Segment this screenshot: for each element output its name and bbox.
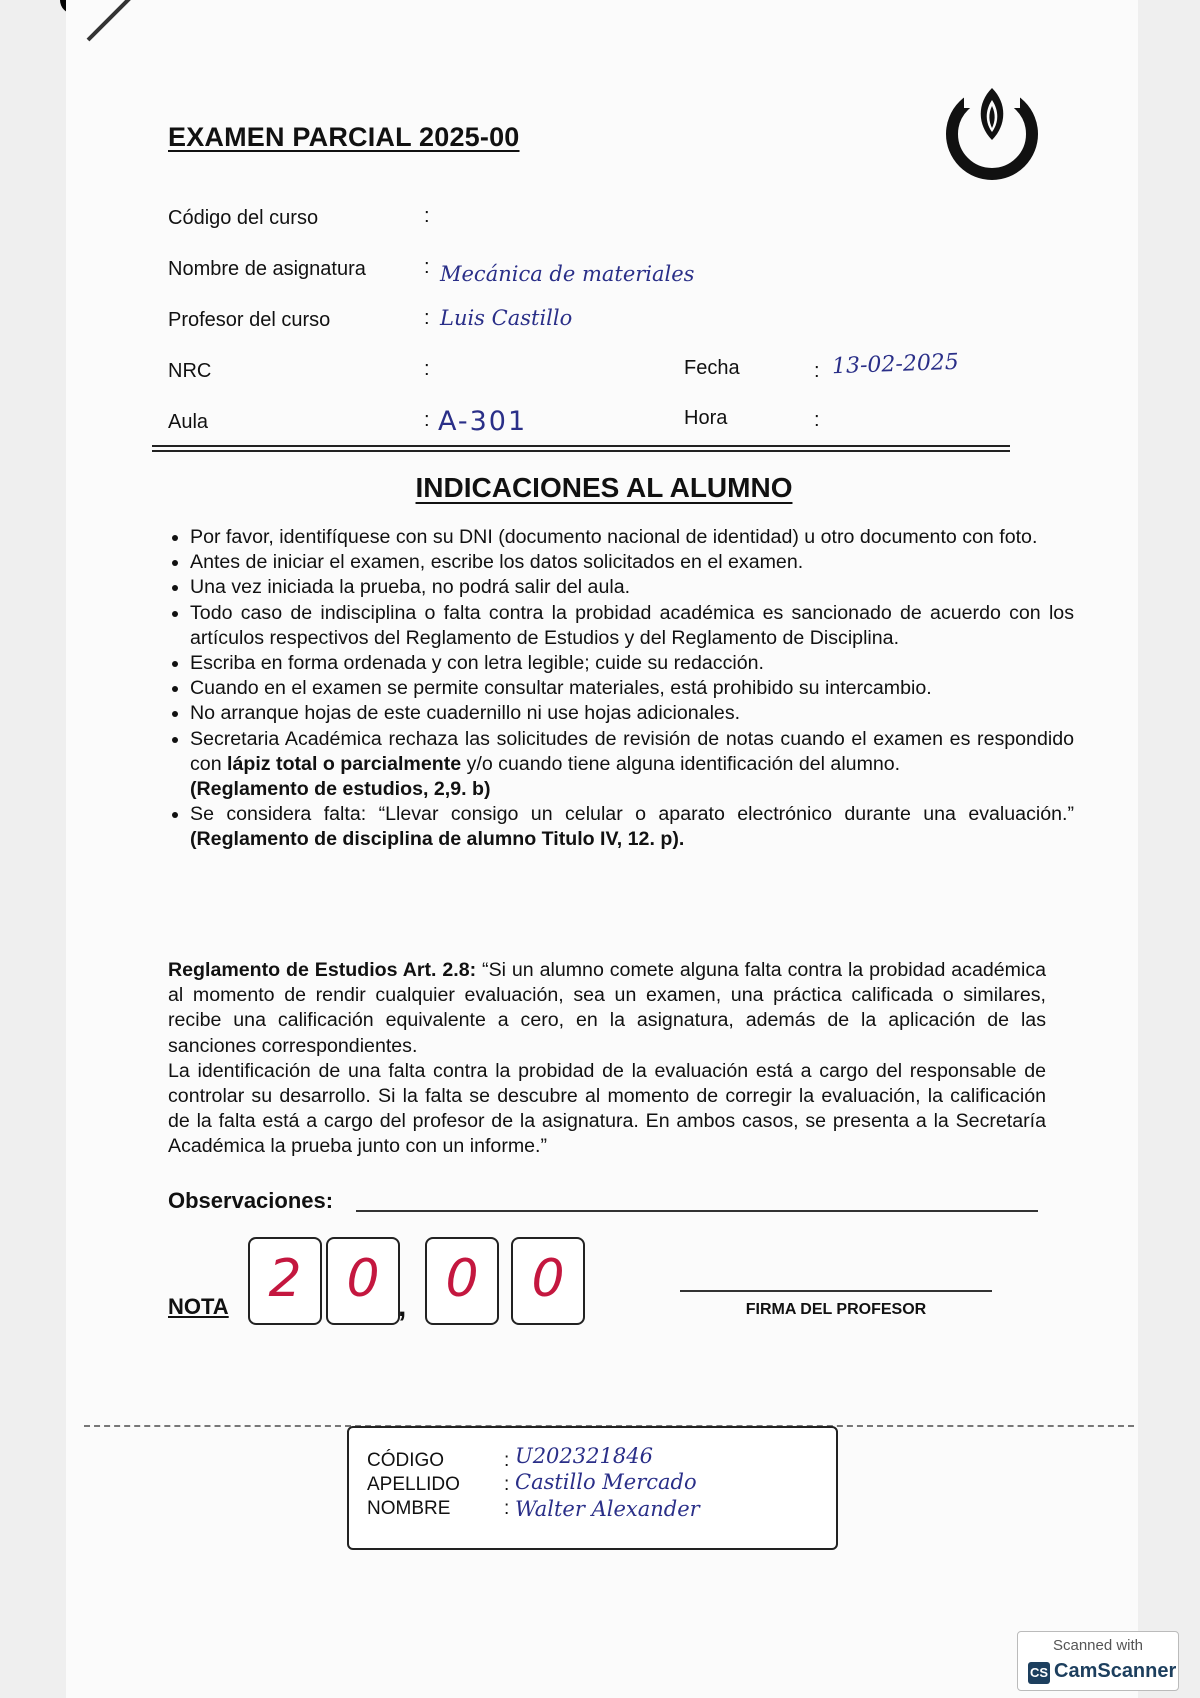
list-item: • Por favor, identifíquese con su DNI (documento nacional de identidad) u otro documento con foto.	[190, 525, 1074, 550]
classroom-value: A-301	[438, 406, 528, 437]
course-code-colon: :	[424, 205, 430, 227]
list-item: • Escriba en forma ordenada y con letra legible; cuide su redacción.	[190, 651, 1074, 676]
grade-box	[511, 1237, 585, 1325]
regulation-label: Reglamento de Estudios Art. 2.8:	[168, 959, 477, 981]
regulation-paragraph	[168, 958, 1046, 1160]
university-logo	[942, 80, 1042, 180]
student-info-box	[347, 1426, 838, 1550]
camscanner-watermark	[1017, 1631, 1179, 1691]
student-code-value: U202321846	[515, 1444, 653, 1468]
nrc-colon: :	[424, 358, 430, 380]
header-divider	[152, 445, 1010, 452]
student-name-value: Walter Alexander	[515, 1497, 700, 1521]
course-code-label: Código del curso	[168, 207, 319, 229]
list-item	[190, 727, 1074, 803]
item-bold-text: lápiz total o parcialmente	[227, 752, 462, 775]
student-name-label: NOMBRE	[367, 1498, 451, 1519]
regulation-text-1	[168, 958, 1046, 1059]
grade-box	[248, 1237, 322, 1325]
student-code-label: CÓDIGO	[367, 1450, 445, 1471]
grade-label: NOTA	[168, 1294, 229, 1319]
grade-box	[425, 1237, 499, 1325]
list-item: • Antes de iniciar el examen, escribe los datos solicitados en el examen.	[190, 550, 1074, 575]
watermark-line-1: Scanned with	[1052, 1637, 1144, 1654]
grade-comma: ,	[398, 1290, 407, 1323]
date-label: Fecha	[684, 357, 740, 379]
professor-label: Profesor del curso	[168, 309, 331, 331]
item-text: Secretaria Académica rechaza las solicitudes de revisión de notas cuando el examen es respondido con	[190, 727, 1074, 775]
camscanner-logo-icon: CS	[1028, 1662, 1050, 1684]
student-code-colon: :	[504, 1450, 510, 1471]
classroom-colon: :	[424, 409, 430, 431]
student-name-colon: :	[504, 1498, 510, 1519]
exam-title: EXAMEN PARCIAL 2025-00	[168, 122, 520, 152]
time-label: Hora	[684, 407, 728, 429]
list-item	[190, 802, 1074, 852]
item-bold-text: (Reglamento de disciplina de alumno Titulo IV, 12. p).	[190, 828, 685, 851]
instructions-title: INDICACIONES AL ALUMNO	[415, 472, 793, 503]
classroom-label: Aula	[168, 411, 209, 433]
professor-colon: :	[424, 307, 430, 329]
date-value: 13-02-2025	[831, 349, 960, 380]
subject-name-value: Mecánica de materiales	[440, 262, 695, 286]
student-surname-colon: :	[504, 1474, 510, 1495]
item-text: Se considera falta: “Llevar consigo un celular o aparato electrónico durante una evaluación.”	[190, 803, 1074, 826]
list-item: • Cuando en el examen se permite consultar materiales, está prohibido su intercambio.	[190, 676, 1074, 701]
watermark-line-2: CamScanner	[1054, 1660, 1177, 1682]
observations-label: Observaciones:	[168, 1188, 334, 1213]
time-colon: :	[814, 409, 820, 431]
signature-label: FIRMA DEL PROFESOR	[745, 1301, 927, 1318]
signature-line	[680, 1290, 992, 1292]
grade-digit: 0	[445, 1249, 479, 1309]
subject-name-label: Nombre de asignatura	[168, 258, 366, 280]
instructions-list	[164, 525, 1074, 853]
observations-line	[356, 1210, 1038, 1212]
grade-box	[326, 1237, 400, 1325]
list-item: • Todo caso de indisciplina o falta contra la probidad académica es sancionado de acuerdo con los artículos respectivos del Reglamento de Estudios y del Reglamento de Disciplina.	[190, 601, 1074, 651]
nrc-label: NRC	[168, 360, 212, 382]
regulation-body: “Si un alumno comete alguna falta contra la probidad académica al momento de rendir cualquier evaluación, sea un examen, una práctica calificada o similares, recibe una calificación equivalente a cero, en la asignatura, además de la aplicación de las sanciones correspondientes.	[168, 959, 1047, 1057]
student-surname-value: Castillo Mercado	[515, 1470, 697, 1494]
professor-value: Luis Castillo	[440, 306, 573, 330]
grade-digit: 0	[346, 1249, 380, 1309]
regulation-text-2: La identificación de una falta contra la probidad de la evaluación está a cargo del responsable de controlar su desarrollo. Si la falta se descubre al momento de corregir la evaluación, la calificación de la falta está a cargo del profesor de la asignatura. En ambos casos, se presenta a la Secretaría Académica la prueba junto con un informe.”	[168, 1059, 1046, 1158]
item-text: y/o cuando tiene alguna identificación del alumno.	[461, 752, 901, 775]
subject-name-colon: :	[424, 256, 430, 278]
date-colon: :	[814, 360, 820, 382]
student-surname-label: APELLIDO	[367, 1474, 460, 1495]
item-reference: (Reglamento de estudios, 2,9. b)	[190, 778, 491, 801]
list-item: • Una vez iniciada la prueba, no podrá salir del aula.	[190, 575, 1074, 600]
list-item: • No arranque hojas de este cuadernillo ni use hojas adicionales.	[190, 701, 1074, 726]
grade-digit: 0	[531, 1249, 565, 1309]
grade-digit: 2	[268, 1249, 302, 1309]
